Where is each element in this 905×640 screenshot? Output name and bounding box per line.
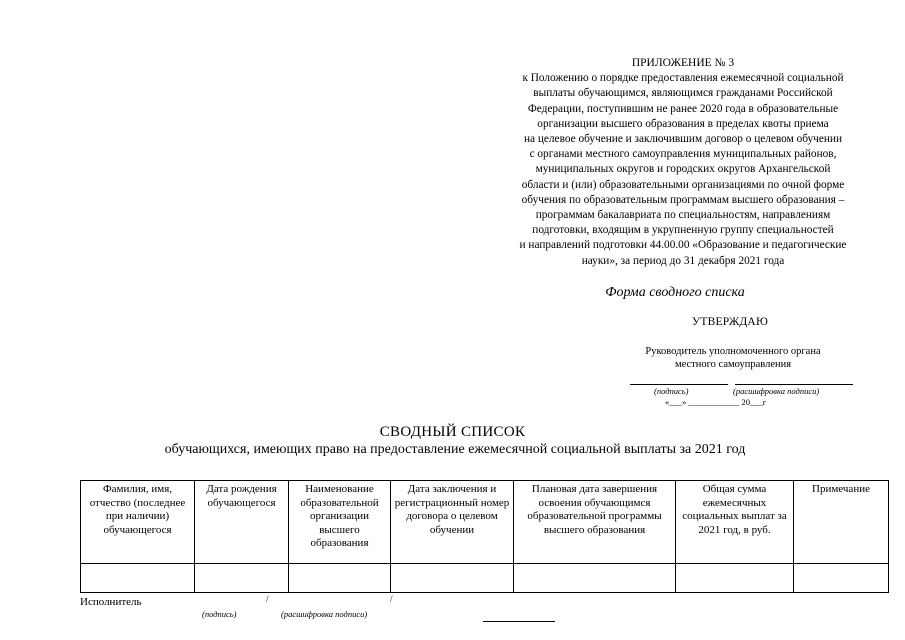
summary-table [80, 480, 889, 593]
appendix-line: обучения по образовательным программам высшего образования – [521, 193, 845, 206]
column-header-contract: Дата заключения и регистрационный номер договора о целевом обучении [391, 481, 514, 564]
executor-signature-caption: (подпись) [202, 609, 237, 619]
column-header-birth-date: Дата рождения обучающегося [195, 481, 289, 564]
appendix-line: науки», за период до 31 декабря 2021 года [581, 254, 785, 267]
column-header-name: Фамилия, имя, отчество (последнее при наличии) обучающегося [81, 481, 195, 564]
approval-signature-line [630, 384, 728, 385]
appendix-line: к Положению о порядке предоставления ежемесячной социальной [522, 72, 844, 85]
table-row [81, 564, 889, 593]
appendix-line: организации высшего образования в пределах квоты приема [537, 117, 829, 130]
appendix-line: подготовки, входящим в укрупненную группу специальностей [532, 224, 834, 237]
table-cell[interactable] [289, 564, 391, 593]
appendix-line: с органами местного самоуправления муниципальных районов, [529, 148, 837, 161]
appendix-line: программам бакалавриата по специальностям, направлениям [535, 209, 831, 222]
table-cell[interactable] [81, 564, 195, 593]
approval-date-line: «___» ____________ 20___г [665, 397, 767, 407]
appendix-line: области и (или) образовательными организациями по очной форме [521, 178, 845, 191]
appendix-title: ПРИЛОЖЕНИЕ № 3 [631, 57, 735, 69]
table-cell[interactable] [676, 564, 794, 593]
column-header-note: Примечание [794, 481, 889, 564]
table-header-row [81, 481, 889, 564]
table-cell[interactable] [794, 564, 889, 593]
appendix-block [478, 56, 888, 269]
approval-decoding-caption: (расшифровка подписи) [733, 386, 820, 396]
executor-slash: / [266, 594, 269, 604]
table-cell[interactable] [195, 564, 289, 593]
column-header-total-amount: Общая сумма ежемесячных социальных выплат за 2021 год, в руб. [676, 481, 794, 564]
approval-decoding-line [735, 384, 853, 385]
column-header-institution: Наименование образовательной организации высшего образования [289, 481, 391, 564]
appendix-line: на целевое обучение и заключившим договор о целевом обучении [523, 133, 843, 146]
approval-position [598, 345, 868, 371]
appendix-line: Федерации, поступившим не ранее 2020 года в образовательные [527, 102, 839, 115]
executor-slash: / [390, 594, 393, 604]
form-caption: Форма сводного списка [605, 285, 745, 300]
appendix-line: муниципальных округов и городских округов Архангельской [535, 163, 831, 176]
document-subtitle: обучающихся, имеющих право на предоставление ежемесячной социальной выплаты за 2021 год [164, 442, 746, 457]
document-title: СВОДНЫЙ СПИСОК [379, 424, 526, 440]
approval-heading: УТВЕРЖДАЮ [692, 316, 768, 328]
approval-signature-caption: (подпись) [654, 386, 689, 396]
appendix-line: выплаты обучающимся, являющимся гражданами Российской [533, 87, 833, 100]
approval-position-line: местного самоуправления [674, 359, 792, 370]
table-cell[interactable] [391, 564, 514, 593]
executor-date-line [483, 621, 555, 622]
approval-position-line: Руководитель уполномоченного органа [645, 346, 821, 357]
column-header-graduation-date: Плановая дата завершения освоения обучающимся образовательной программы высшего образования [514, 481, 676, 564]
table-cell[interactable] [514, 564, 676, 593]
executor-decoding-caption: (расшифровка подписи) [281, 609, 368, 619]
executor-label: Исполнитель [80, 596, 142, 608]
appendix-line: и направлений подготовки 44.00.00 «Образование и педагогические [519, 239, 847, 252]
